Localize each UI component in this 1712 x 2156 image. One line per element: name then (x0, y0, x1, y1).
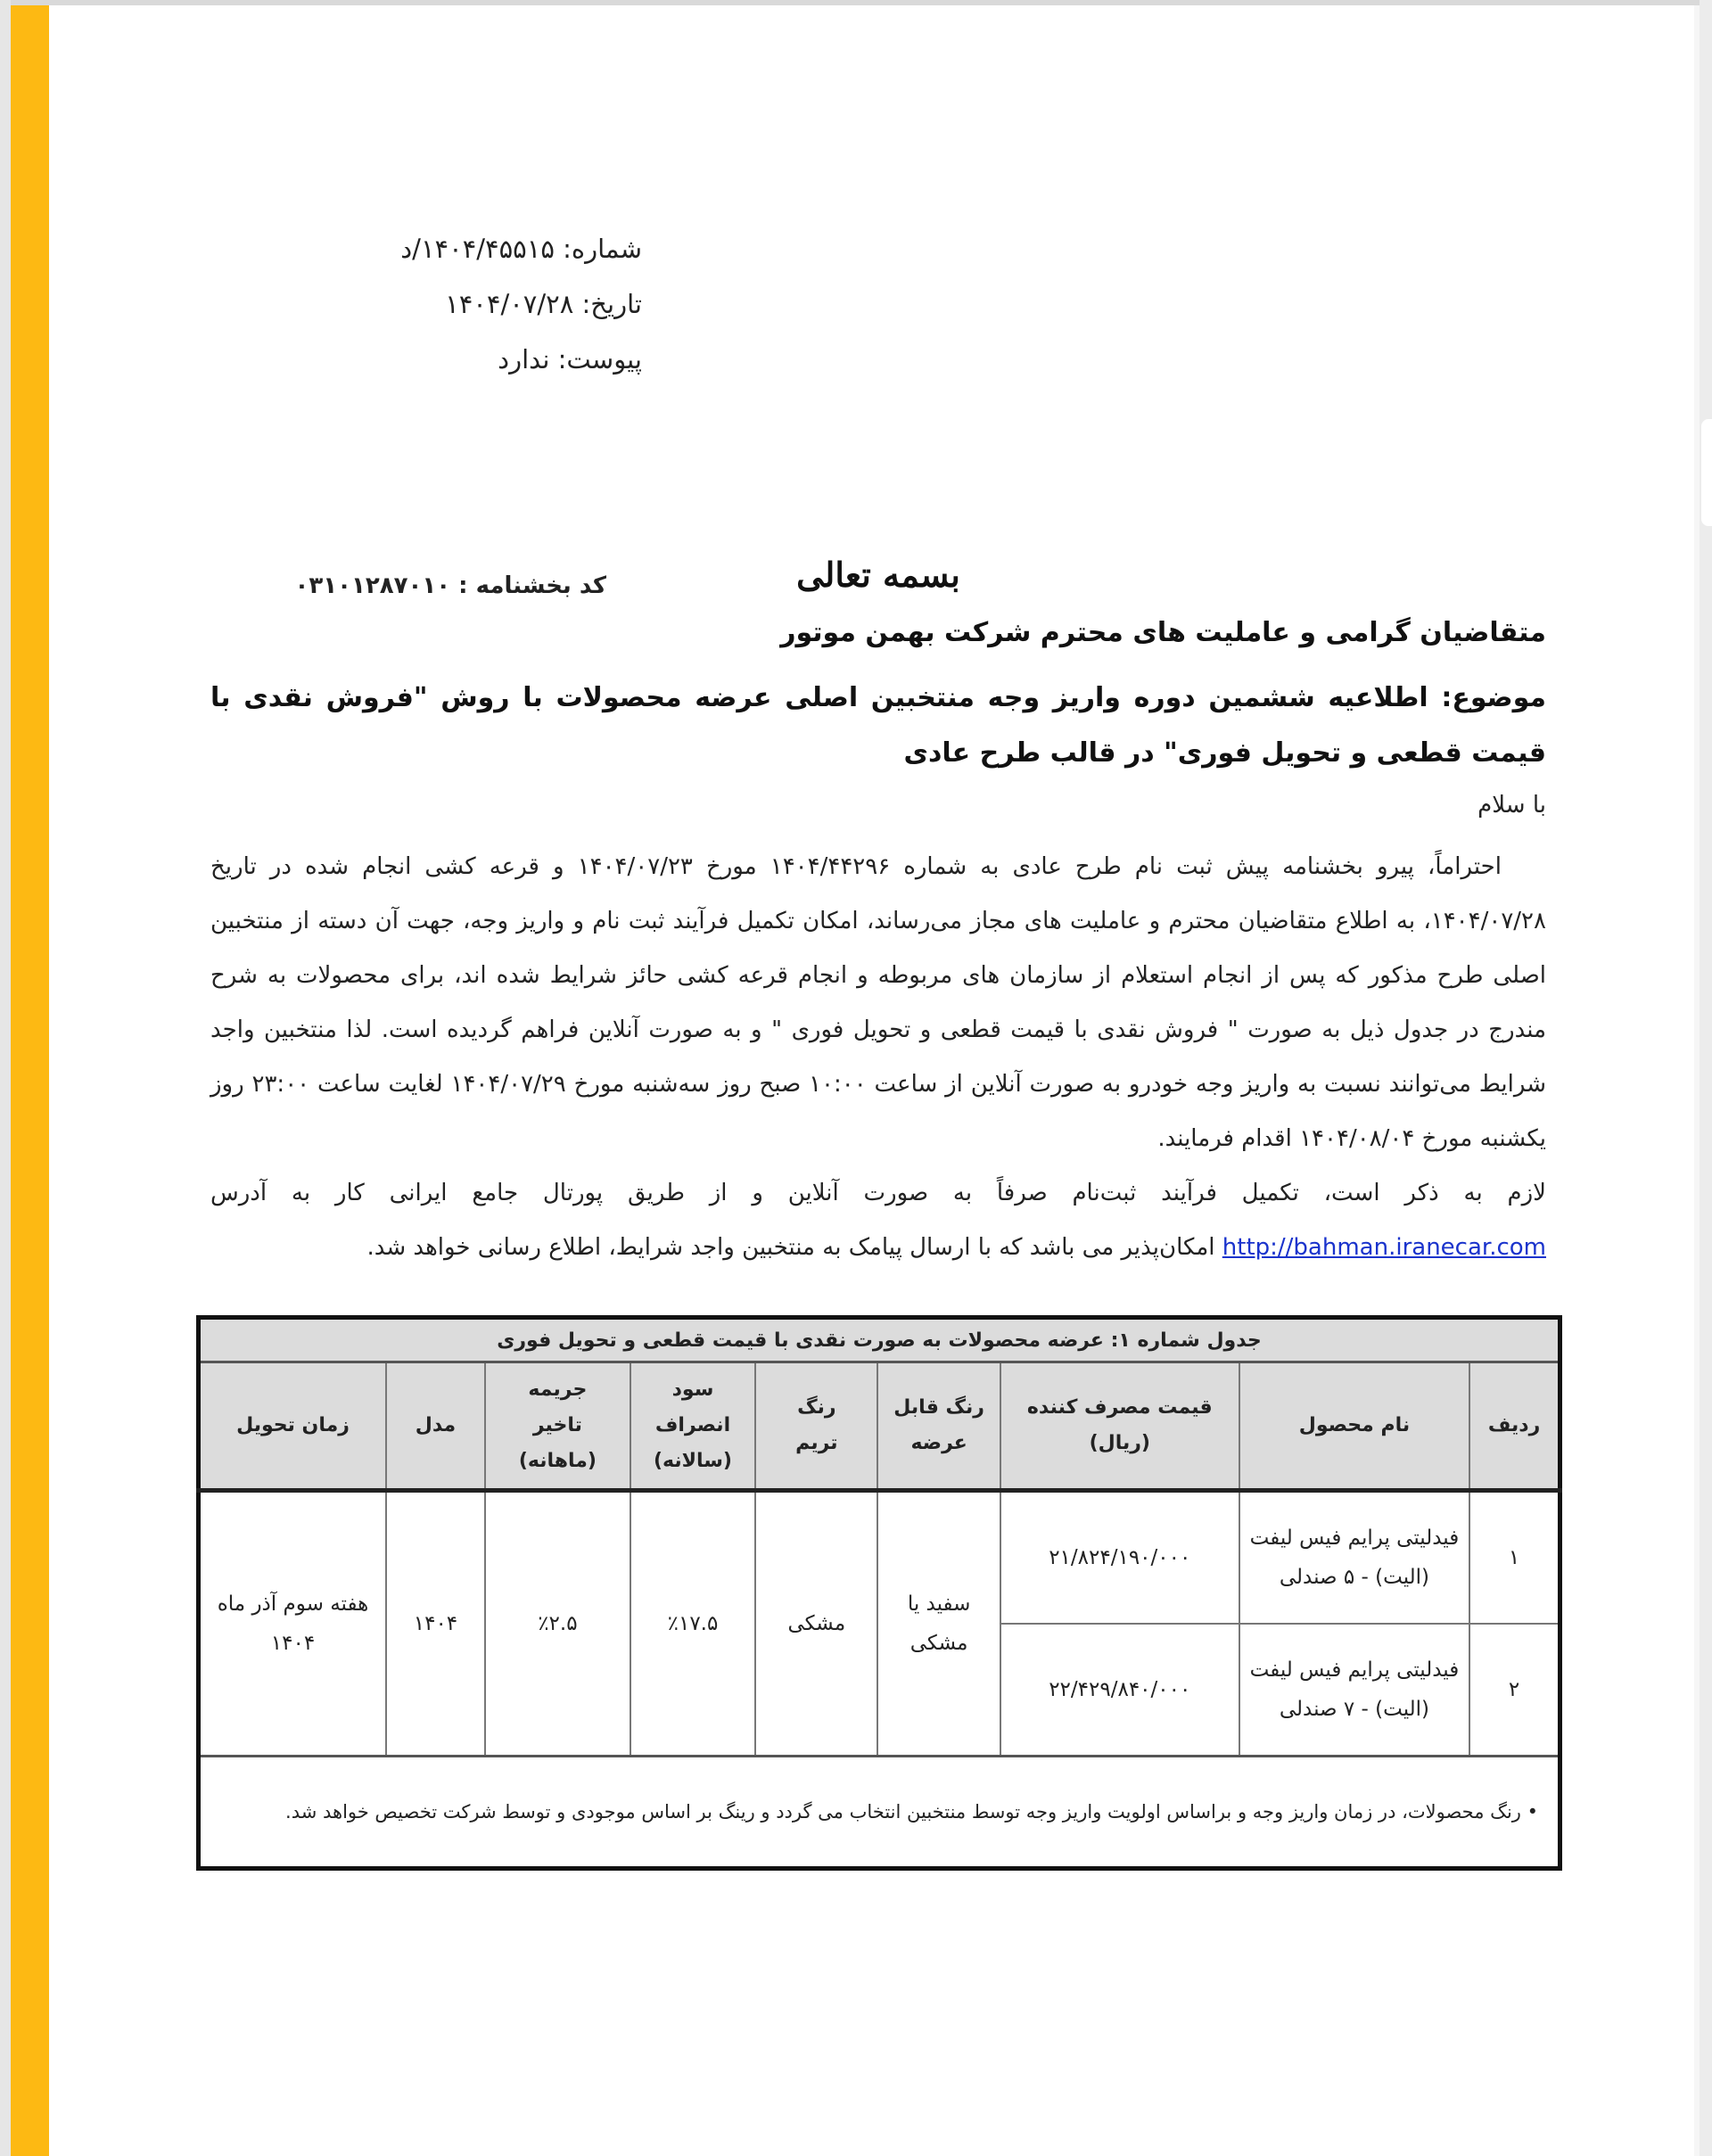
letter-body (210, 840, 1546, 1275)
table-title-row (199, 1318, 1560, 1362)
paragraph-2-outro: امکان‌پذیر می باشد که با ارسال پیامک به منتخبین واجد شرایط، اطلاع رسانی خواهد شد. (366, 1234, 1215, 1261)
header-cancel-profit (630, 1362, 755, 1491)
header-model: مدل (386, 1362, 485, 1491)
header-profit-line3: (سالانه) (653, 1450, 732, 1472)
scrollbar-thumb[interactable] (1701, 419, 1712, 526)
header-price-unit: (ریال) (1089, 1432, 1150, 1454)
addressee: متقاضیان گرامی و عاملیت های محترم شرکت بهمن موتور (780, 617, 1546, 648)
header-product-name: نام محصول (1239, 1362, 1469, 1491)
header-color (877, 1362, 1000, 1491)
header-trim-line1: رنگ (797, 1396, 836, 1419)
paragraph-2-intro: لازم به ذکر است، تکمیل فرآیند ثبت‌نام صرفاً به صورت آنلاین و از طریق پورتال جامع ایرانی کار به آدرس (210, 1180, 1546, 1206)
cell-product-name: فیدلیتی پرایم فیس لیفت (الیت) - ۵ صندلی (1239, 1491, 1469, 1625)
bismillah-heading: بسمه تعالی (796, 555, 960, 595)
cell-delay-penalty: ٪۲.۵ (485, 1491, 630, 1757)
header-color-line1: رنگ قابل (893, 1396, 984, 1419)
header-penalty-line1: جریمه (528, 1378, 588, 1401)
portal-link[interactable]: http://bahman.iranecar.com (1222, 1234, 1546, 1261)
header-row-number: ردیف (1469, 1362, 1560, 1491)
header-price-label: قیمت مصرف کننده (1026, 1396, 1213, 1419)
products-table (196, 1315, 1562, 1871)
scrollbar-track[interactable] (1700, 0, 1712, 2156)
greeting: با سلام (1477, 792, 1546, 819)
header-profit-line1: سود (671, 1378, 714, 1401)
cell-model: ۱۴۰۴ (386, 1491, 485, 1757)
body-paragraph-2 (210, 1166, 1546, 1275)
header-profit-line2: انصراف (654, 1414, 731, 1436)
table-header-row (199, 1362, 1560, 1491)
letter-number: شماره: ۱۴۰۴/۴۵۵۱۵/د (400, 234, 642, 264)
accent-bar (11, 5, 49, 2156)
header-price (1000, 1362, 1239, 1491)
window-left-edge (0, 0, 11, 2156)
cell-cancel-profit: ٪۱۷.۵ (630, 1491, 755, 1757)
table-title: جدول شماره ۱: عرضه محصولات به صورت نقدی با قیمت قطعی و تحویل فوری (199, 1318, 1560, 1362)
letter-date: تاریخ: ۱۴۰۴/۰۷/۲۸ (445, 289, 642, 319)
body-paragraph-1: احتراماً، پیرو بخشنامه پیش ثبت نام طرح عادی به شماره ۱۴۰۴/۴۴۲۹۶ مورخ ۱۴۰۴/۰۷/۲۳ و قرعه کشی انجام شده در تاریخ ۱۴۰۴/۰۷/۲۸، به اطلاع متقاضیان محترم و عاملیت های مجاز می‌رساند، امکان تکمیل فرآیند ثبت نام و واریز وجه، جهت آن دسته از منتخبین اصلی طرح مذکور که پس از انجام استعلام از سازمان های مربوطه و انجام قرعه کشی حائز شرایط شده اند، برای محصولات به شرح مندرج در جدول ذیل به صورت " فروش نقدی با قیمت قطعی و تحویل فوری " و به صورت آنلاین فراهم گردیده است. لذا منتخبین واجد شرایط می‌توانند نسبت به واریز وجه خودرو به صورت آنلاین از ساعت ۱۰:۰۰ صبح روز سه‌شنبه مورخ ۱۴۰۴/۰۷/۲۹ لغایت ساعت ۲۳:۰۰ روز یکشنبه مورخ ۱۴۰۴/۰۸/۰۴ اقدام فرمایند. (210, 853, 1546, 1152)
header-delay-penalty (485, 1362, 630, 1491)
table-row (199, 1491, 1560, 1625)
cell-delivery: هفته سوم آذر ماه ۱۴۰۴ (199, 1491, 386, 1757)
cell-trim: مشکی (755, 1491, 877, 1757)
cell-price: ۲۱/۸۲۴/۱۹۰/۰۰۰ (1000, 1491, 1239, 1625)
circular-code: کد بخشنامه : ۰۳۱۰۱۲۸۷۰۱۰ (294, 572, 606, 599)
header-trim (755, 1362, 877, 1491)
cell-product-name: فیدلیتی پرایم فیس لیفت (الیت) - ۷ صندلی (1239, 1624, 1469, 1757)
cell-row-number: ۱ (1469, 1491, 1560, 1625)
letter-attachment: پیوست: ندارد (498, 344, 642, 374)
header-penalty-line3: (ماهانه) (518, 1450, 597, 1472)
header-trim-line2: تریم (795, 1432, 838, 1454)
header-penalty-line2: تاخیر (532, 1414, 582, 1436)
cell-row-number: ۲ (1469, 1624, 1560, 1757)
cell-price: ۲۲/۴۲۹/۸۴۰/۰۰۰ (1000, 1624, 1239, 1757)
table-note: • رنگ محصولات، در زمان واریز وجه و براساس اولویت واریز وجه توسط منتخبین انتخاب می گردد و رینگ بر اساس موجودی و توسط شرکت تخصیص خواهد شد. (199, 1757, 1560, 1869)
table-note-row (199, 1757, 1560, 1869)
subject: موضوع: اطلاعیه ششمین دوره واریز وجه منتخبین اصلی عرضه محصولات با روش "فروش نقدی با قیمت قطعی و تحویل فوری" در قالب طرح عادی (210, 682, 1546, 769)
cell-color: سفید یا مشکی (877, 1491, 1000, 1757)
header-color-line2: عرضه (910, 1432, 967, 1454)
window-top-edge (0, 0, 1712, 5)
header-delivery: زمان تحویل (199, 1362, 386, 1491)
